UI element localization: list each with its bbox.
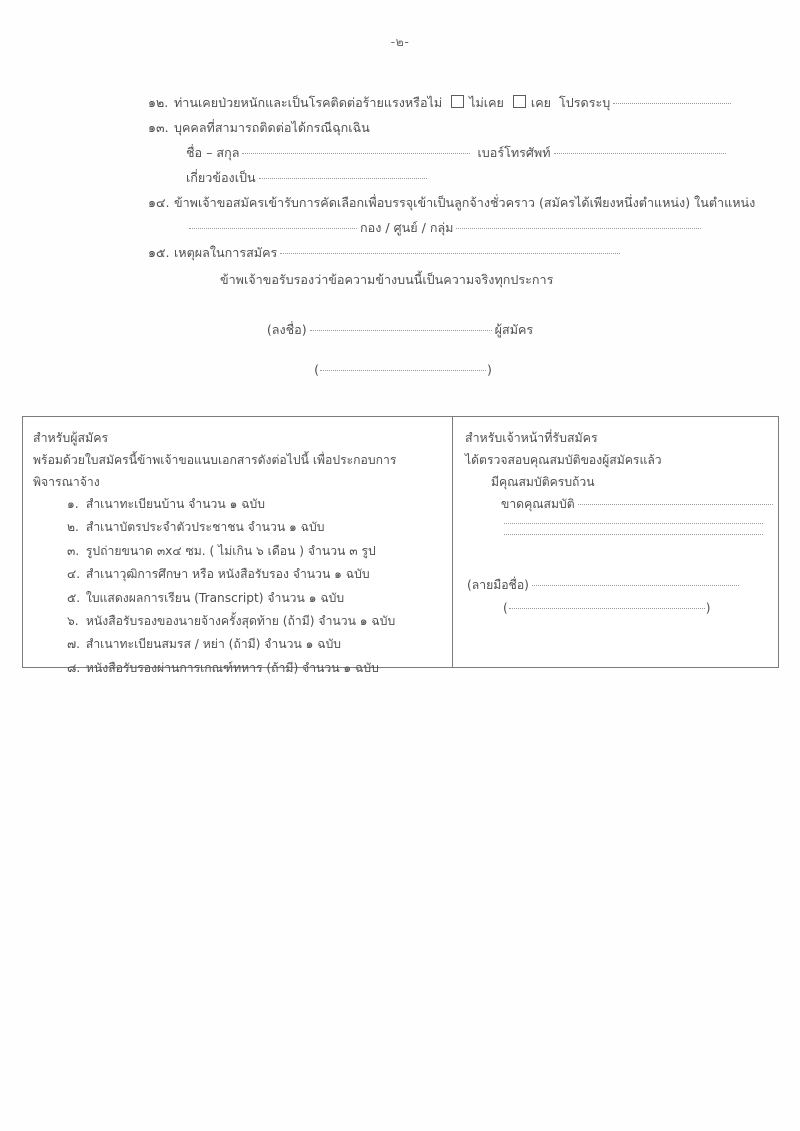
officer-name-line[interactable]: [509, 598, 705, 609]
list-item: [33, 563, 442, 586]
document-item-text: สำเนาทะเบียนบ้าน จำนวน ๑ ฉบับ: [85, 497, 265, 511]
applicant-signature-line[interactable]: [310, 320, 492, 331]
applicant-signature-prefix: (ลงชื่อ): [266, 322, 307, 337]
officer-signature-row: [465, 576, 776, 595]
document-item-text: รูปถ่ายขนาด ๓x๔ ซม. ( ไม่เกิน ๖ เดือน ) จำนวน ๓ รูป: [85, 543, 376, 558]
form-item-15: [0, 240, 800, 265]
specify-input-line[interactable]: [613, 93, 731, 104]
document-item-number: ๓.: [67, 543, 80, 558]
document-item-number: ๑.: [67, 497, 79, 511]
applicant-attachments-cell: [23, 417, 453, 675]
applicant-signature-suffix: ผู้สมัคร: [494, 322, 534, 337]
form-item-13-name-row: [0, 140, 800, 165]
applicant-name-line[interactable]: [320, 360, 486, 371]
officer-name-row: [465, 601, 776, 615]
form-item-15-text: เหตุผลในการสมัคร: [174, 245, 278, 260]
certification-statement-row: [0, 267, 800, 292]
document-item-number: ๖.: [67, 614, 79, 629]
document-item-number: ๔.: [67, 567, 81, 582]
officer-signature-prefix: (ลายมือชื่อ): [467, 578, 529, 592]
officer-unqualified-label: ขาดคุณสมบัติ: [501, 497, 575, 511]
list-item: [33, 610, 442, 633]
document-item-number: ๒.: [67, 520, 79, 535]
officer-verification-cell: [453, 417, 788, 667]
applicant-name-row: [0, 362, 800, 377]
emergency-relation-label: เกี่ยวข้องเป็น: [186, 170, 256, 185]
officer-qualified-label: มีคุณสมบัติครบถ้วน: [491, 475, 595, 489]
document-item-number: ๕.: [67, 590, 81, 605]
emergency-relation-input-line[interactable]: [259, 168, 427, 179]
list-item: [33, 657, 442, 680]
form-item-14-number: ๑๔.: [148, 195, 170, 210]
form-body: [0, 90, 800, 377]
document-item-text: สำเนาทะเบียนสมรส / หย่า (ถ้ามี) จำนวน ๑ ฉบับ: [85, 637, 342, 652]
checkbox-never[interactable]: [451, 95, 464, 108]
division-label: กอง / ศูนย์ / กลุ่ม: [360, 220, 454, 235]
document-item-text: ใบแสดงผลการเรียน (Transcript) จำนวน ๑ ฉบับ: [85, 590, 345, 605]
position-input-line[interactable]: [189, 218, 357, 229]
form-item-14: [0, 190, 800, 215]
form-item-13-relation-row: [0, 165, 800, 190]
certification-statement: ข้าพเจ้าขอรับรองว่าข้อความข้างบนนี้เป็นความจริงทุกประการ: [220, 272, 554, 287]
officer-unqualified-input-line-3[interactable]: [504, 524, 763, 535]
reason-input-line[interactable]: [280, 243, 620, 254]
form-item-13-number: ๑๓.: [148, 120, 169, 135]
officer-unqualified-input-line-2[interactable]: [504, 513, 763, 524]
officer-box-line1: ได้ตรวจสอบคุณสมบัติของผู้สมัครแล้ว: [465, 453, 662, 467]
checkbox-never-label: ไม่เคย: [469, 95, 504, 110]
emergency-phone-input-line[interactable]: [554, 143, 726, 154]
emergency-name-label: ชื่อ – สกุล: [186, 145, 240, 160]
page-number: -๒-: [390, 34, 410, 49]
form-item-13-text: บุคคลที่สามารถติดต่อได้กรณีฉุกเฉิน: [174, 120, 370, 135]
applicant-box-heading: สำหรับผู้สมัคร: [33, 430, 109, 445]
document-item-number: ๗.: [67, 637, 81, 652]
list-item: [33, 587, 442, 610]
division-input-line[interactable]: [456, 218, 701, 229]
officer-name-close-paren: ): [705, 601, 711, 615]
list-item: [33, 516, 442, 539]
officer-name-open-paren: (: [503, 601, 508, 615]
form-item-13: [0, 115, 800, 140]
applicant-name-open-paren: (: [314, 362, 319, 377]
officer-signature-line[interactable]: [532, 575, 739, 586]
form-item-14-position-row: [0, 215, 800, 240]
list-item: [33, 633, 442, 656]
checkbox-ever-label: เคย: [530, 95, 551, 110]
applicant-box-subheading: พร้อมด้วยใบสมัครนี้ข้าพเจ้าขอแนบเอกสารดังต่อไปนี้ เพื่อประกอบการพิจารณาจ้าง: [33, 453, 397, 489]
document-item-text: หนังสือรับรองของนายจ้างครั้งสุดท้าย (ถ้ามี) จำนวน ๑ ฉบับ: [85, 614, 396, 629]
document-item-text: สำเนาวุฒิการศึกษา หรือ หนังสือรับรอง จำนวน ๑ ฉบับ: [85, 567, 370, 582]
checkbox-ever[interactable]: [513, 95, 526, 108]
form-item-14-text: ข้าพเจ้าขอสมัครเข้ารับการคัดเลือกเพื่อบรรจุเข้าเป็นลูกจ้างชั่วคราว (สมัครได้เพียงหนึ่งตำแหน่ง) ในตำแหน่ง: [174, 195, 756, 210]
form-item-12-number: ๑๒.: [148, 95, 169, 110]
form-item-12-text: ท่านเคยป่วยหนักและเป็นโรคติดต่อร้ายแรงหรือไม่: [174, 95, 443, 110]
document-item-text: หนังสือรับรองผ่านการเกณฑ์ทหาร (ถ้ามี) จำนวน ๑ ฉบับ: [85, 660, 379, 675]
officer-box-heading: สำหรับเจ้าหน้าที่รับสมัคร: [465, 430, 598, 445]
officer-note-row-3: [465, 527, 776, 538]
document-item-number: ๘.: [67, 660, 81, 675]
emergency-name-input-line[interactable]: [242, 143, 470, 154]
form-item-15-number: ๑๕.: [148, 245, 170, 260]
officer-unqualified-input-line-1[interactable]: [578, 494, 773, 505]
list-item: [33, 493, 442, 516]
specify-label: โปรดระบุ: [559, 95, 611, 110]
applicant-signature-row: [0, 320, 800, 340]
emergency-phone-label: เบอร์โทรศัพท์: [477, 145, 551, 160]
list-item: [33, 540, 442, 563]
form-item-12: [0, 90, 800, 115]
applicant-name-close-paren: ): [487, 362, 492, 377]
document-item-text: สำเนาบัตรประจำตัวประชาชน จำนวน ๑ ฉบับ: [85, 520, 325, 535]
bottom-table: [22, 416, 779, 675]
